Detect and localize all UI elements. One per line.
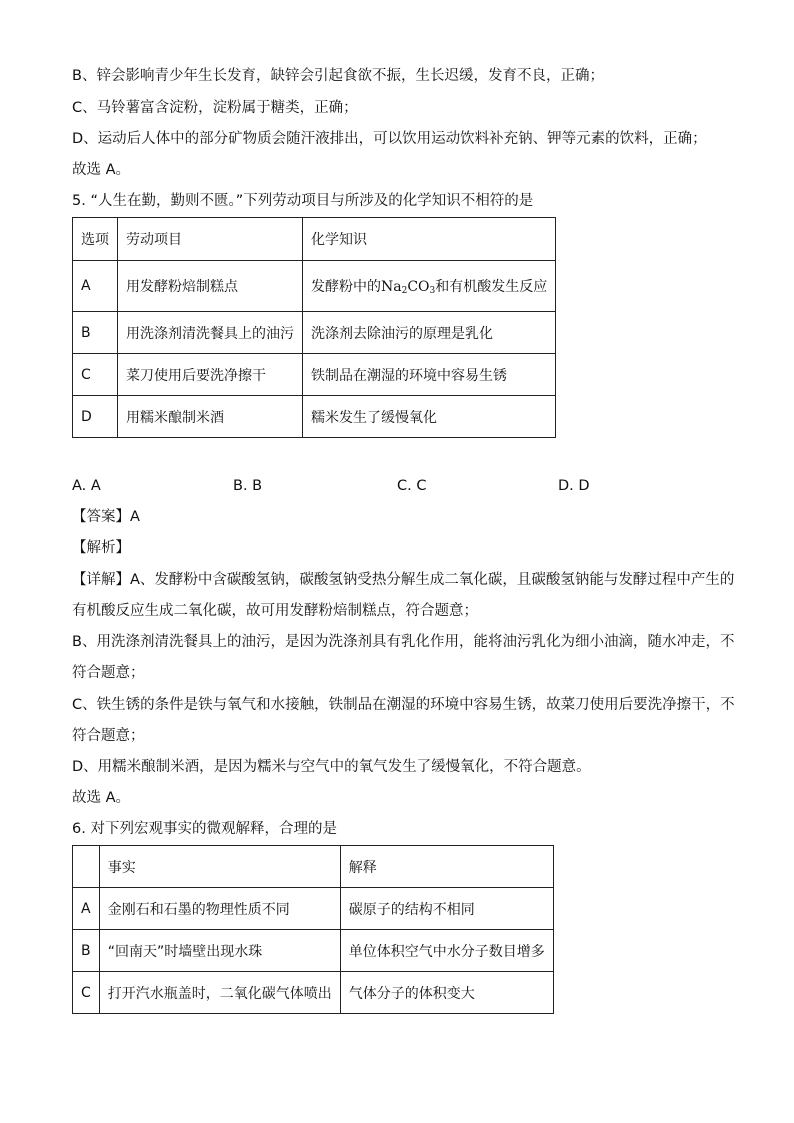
row-explanation: 气体分子的体积变大 [340,972,553,1014]
table-row [73,396,556,438]
table-row [73,972,554,1014]
detail-line: C、铁生锈的条件是铁与氧气和水接触，铁制品在潮湿的环境中容易生锈，故菜刀使用后要洗净擦干，不 [72,697,735,713]
row-option: A [73,888,100,930]
header-option [73,846,100,888]
row-option: D [73,396,118,438]
option-b: B. B [233,478,263,494]
detail-line: 符合题意； [72,665,145,681]
row-option: A [73,261,118,312]
row-fact: 金刚石和石墨的物理性质不同 [99,888,340,930]
header-task: 劳动项目 [118,218,303,261]
row-option: C [73,972,100,1014]
row-option: B [73,930,100,972]
detail-line: 符合题意； [72,728,145,744]
table-row [73,930,554,972]
row-task: 用发酵粉焙制糕点 [118,261,303,312]
header-explanation: 解释 [340,846,553,888]
detail-line: 有机酸反应生成二氧化碳，故可用发酵粉焙制糕点，符合题意； [72,603,478,619]
detail-line: D、用糯米酿制米酒，是因为糯米与空气中的氧气发生了缓慢氧化，不符合题意。 [72,759,591,775]
row-fact: 打开汽水瓶盖时，二氧化碳气体喷出 [99,972,340,1014]
answer-label: 【答案】A [72,509,140,525]
answer-choose: 故选 A。 [72,162,131,178]
table-row [73,261,556,312]
option-d: D. D [558,478,590,494]
option-c: C. C [397,478,427,494]
detail-line: 【详解】A、发酵粉中含碳酸氢钠，碳酸氢钠受热分解生成二氧化碳，且碳酸氢钠能与发酵过程中产生的 [72,572,735,588]
row-explanation: 碳原子的结构不相同 [340,888,553,930]
header-fact: 事实 [99,846,340,888]
formula-na2co3: $Na_2CO_3$ [381,279,436,296]
row-task: 用洗涤剂清洗餐具上的油污 [118,312,303,354]
row-fact: “回南天”时墙壁出现水珠 [99,930,340,972]
row-knowledge: 发酵粉中的$Na_2CO_3$和有机酸发生反应 [303,261,556,312]
row-explanation: 单位体积空气中水分子数目增多 [340,930,553,972]
row-option: C [73,354,118,396]
row-knowledge: 糯米发生了缓慢氧化 [303,396,556,438]
analysis-label: 【解析】 [72,540,130,556]
question-5-table [72,217,556,438]
answer-line-d: D、运动后人体中的部分矿物质会随汗液排出，可以饮用运动饮料补充钠、钾等元素的饮料，正确； [72,131,707,147]
row-task: 用糯米酿制米酒 [118,396,303,438]
header-knowledge: 化学知识 [303,218,556,261]
table-header-row [73,218,556,261]
row-knowledge: 铁制品在潮湿的环境中容易生锈 [303,354,556,396]
table-row [73,354,556,396]
question-6-table [72,845,554,1014]
question-5-stem: 5. “人生在勤，勤则不匮。”下列劳动项目与所涉及的化学知识不相符的是 [72,193,534,209]
table-row [73,888,554,930]
table-header-row [73,846,554,888]
detail-line: 故选 A。 [72,790,131,806]
question-6-stem: 6. 对下列宏观事实的微观解释，合理的是 [72,821,337,837]
row-knowledge: 洗涤剂去除油污的原理是乳化 [303,312,556,354]
answer-line-b: B、锌会影响青少年生长发育，缺锌会引起食欲不振，生长迟缓，发育不良，正确； [72,68,604,84]
row-option: B [73,312,118,354]
answer-line-c: C、马铃薯富含淀粉，淀粉属于糖类，正确； [72,100,358,116]
table-row [73,312,556,354]
option-a: A. A [72,478,101,494]
detail-line: B、用洗涤剂清洗餐具上的油污，是因为洗涤剂具有乳化作用，能将油污乳化为细小油滴，随水冲走，不 [72,634,735,650]
row-task: 菜刀使用后要洗净擦干 [118,354,303,396]
header-option: 选项 [73,218,118,261]
